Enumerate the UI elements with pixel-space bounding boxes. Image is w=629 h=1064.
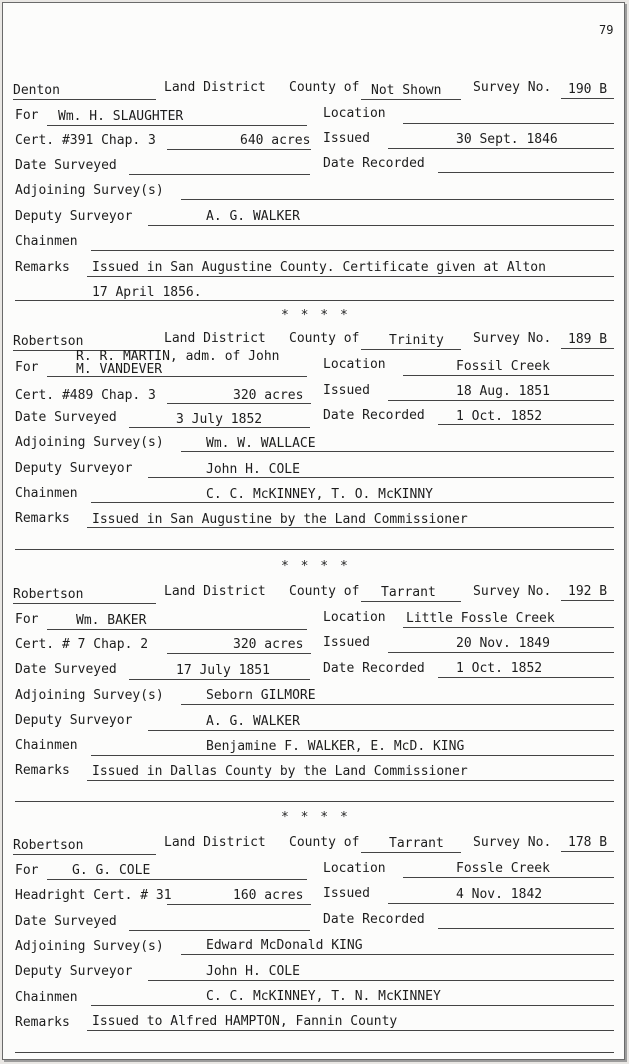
survey-no-value: 189 B	[568, 332, 608, 347]
acres-value: 320 acres	[233, 388, 304, 403]
county-value: Trinity	[389, 333, 444, 348]
chainmen-label: Chainmen	[15, 990, 78, 1005]
district-value: Robertson	[13, 334, 84, 349]
date-surveyed-label: Date Surveyed	[15, 158, 117, 173]
issued-value: 20 Nov. 1849	[456, 636, 550, 651]
survey-no-label: Survey No.	[473, 331, 552, 346]
district-value: Denton	[13, 83, 60, 98]
for-label: For	[15, 863, 39, 878]
district-value: Robertson	[13, 838, 84, 853]
location-label: Location	[323, 357, 386, 372]
chainmen-value: C. C. McKINNEY, T. N. McKINNEY	[206, 989, 441, 1004]
date-recorded-label: Date Recorded	[323, 408, 425, 423]
land-district-label: Land District	[164, 331, 266, 346]
deputy-value: John H. COLE	[206, 462, 300, 477]
record-separator: * * * *	[281, 308, 350, 323]
county-value: Not Shown	[371, 83, 442, 98]
date-recorded-value: 1 Oct. 1852	[456, 409, 543, 424]
for-label: For	[15, 108, 39, 123]
issued-label: Issued	[323, 635, 370, 650]
issued-value: 4 Nov. 1842	[456, 887, 543, 902]
remarks-value: Issued to Alfred HAMPTON, Fannin County	[92, 1014, 398, 1029]
for-value: Wm. BAKER	[76, 613, 147, 628]
remarks-value: Issued in San Augustine County. Certificate given at Alton	[92, 260, 546, 275]
remarks-label: Remarks	[15, 260, 70, 275]
remarks-value: Issued in San Augustine by the Land Commissioner	[92, 512, 468, 527]
survey-no-value: 192 B	[568, 584, 608, 599]
issued-label: Issued	[323, 131, 370, 146]
location-label: Location	[323, 106, 386, 121]
deputy-value: A. G. WALKER	[206, 209, 300, 224]
county-label: County of	[289, 331, 360, 346]
adjoining-value: Edward McDonald KING	[206, 938, 363, 953]
date-recorded-label: Date Recorded	[323, 912, 425, 927]
cert-label: Cert. # 7 Chap. 2	[15, 637, 149, 652]
remarks-label: Remarks	[15, 763, 70, 778]
adjoining-value: Wm. W. WALLACE	[206, 436, 316, 451]
date-recorded-label: Date Recorded	[323, 156, 425, 171]
chainmen-value: C. C. McKINNEY, T. O. McKINNY	[206, 487, 433, 502]
location-value: Fossle Creek	[456, 861, 550, 876]
cert-label: Cert. #489 Chap. 3	[15, 388, 156, 403]
county-label: County of	[289, 835, 360, 850]
remarks-value: Issued in Dallas County by the Land Commissioner	[92, 764, 468, 779]
for-value: G. G. COLE	[72, 863, 151, 878]
county-label: County of	[289, 584, 360, 599]
deputy-label: Deputy Surveyor	[15, 209, 133, 224]
deputy-label: Deputy Surveyor	[15, 713, 133, 728]
adjoining-value: Seborn GILMORE	[206, 688, 316, 703]
location-label: Location	[323, 610, 386, 625]
location-label: Location	[323, 861, 386, 876]
page-number: 79	[599, 23, 614, 37]
survey-no-label: Survey No.	[473, 584, 552, 599]
remarks-label: Remarks	[15, 1015, 70, 1030]
adjoining-label: Adjoining Survey(s)	[15, 183, 164, 198]
for-value: Wm. H. SLAUGHTER	[58, 109, 184, 124]
remarks-continued: 17 April 1856.	[92, 285, 202, 300]
for-label: For	[15, 612, 39, 627]
county-label: County of	[289, 80, 360, 95]
location-value: Fossil Creek	[456, 359, 550, 374]
for-label: For	[15, 360, 39, 375]
deputy-value: A. G. WALKER	[206, 714, 300, 729]
date-surveyed-label: Date Surveyed	[15, 662, 117, 677]
date-surveyed-value: 3 July 1852	[176, 412, 263, 427]
chainmen-label: Chainmen	[15, 234, 78, 249]
date-surveyed-label: Date Surveyed	[15, 914, 117, 929]
survey-no-label: Survey No.	[473, 835, 552, 850]
chainmen-value: Benjamine F. WALKER, E. McD. KING	[206, 739, 465, 754]
land-district-label: Land District	[164, 835, 266, 850]
survey-no-value: 190 B	[568, 82, 608, 97]
deputy-label: Deputy Surveyor	[15, 461, 133, 476]
survey-no-label: Survey No.	[473, 80, 552, 95]
acres-value: 640 acres	[240, 133, 311, 148]
survey-no-value: 178 B	[568, 835, 608, 850]
issued-value: 18 Aug. 1851	[456, 384, 550, 399]
acres-value: 320 acres	[233, 637, 304, 652]
land-district-label: Land District	[164, 80, 266, 95]
county-value: Tarrant	[381, 585, 436, 600]
district-value: Robertson	[13, 587, 84, 602]
issued-value: 30 Sept. 1846	[456, 132, 558, 147]
chainmen-label: Chainmen	[15, 486, 78, 501]
date-surveyed-value: 17 July 1851	[176, 663, 270, 678]
land-district-label: Land District	[164, 584, 266, 599]
record-separator: * * * *	[281, 810, 350, 825]
location-value: Little Fossle Creek	[406, 611, 555, 626]
issued-label: Issued	[323, 886, 370, 901]
for-line-one: R. R. MARTIN, adm. of John	[76, 349, 280, 364]
deputy-label: Deputy Surveyor	[15, 964, 133, 979]
adjoining-label: Adjoining Survey(s)	[15, 688, 164, 703]
cert-label: Headright Cert. # 31	[15, 888, 172, 903]
acres-value: 160 acres	[233, 888, 304, 903]
date-recorded-label: Date Recorded	[323, 661, 425, 676]
cert-label: Cert. #391 Chap. 3	[15, 133, 156, 148]
adjoining-label: Adjoining Survey(s)	[15, 435, 164, 450]
ledger-page	[2, 2, 625, 1060]
date-recorded-value: 1 Oct. 1852	[456, 661, 543, 676]
issued-label: Issued	[323, 383, 370, 398]
chainmen-label: Chainmen	[15, 738, 78, 753]
record-separator: * * * *	[281, 559, 350, 574]
deputy-value: John H. COLE	[206, 964, 300, 979]
date-surveyed-label: Date Surveyed	[15, 410, 117, 425]
county-value: Tarrant	[389, 836, 444, 851]
remarks-label: Remarks	[15, 511, 70, 526]
adjoining-label: Adjoining Survey(s)	[15, 939, 164, 954]
for-value: M. VANDEVER	[76, 362, 163, 377]
